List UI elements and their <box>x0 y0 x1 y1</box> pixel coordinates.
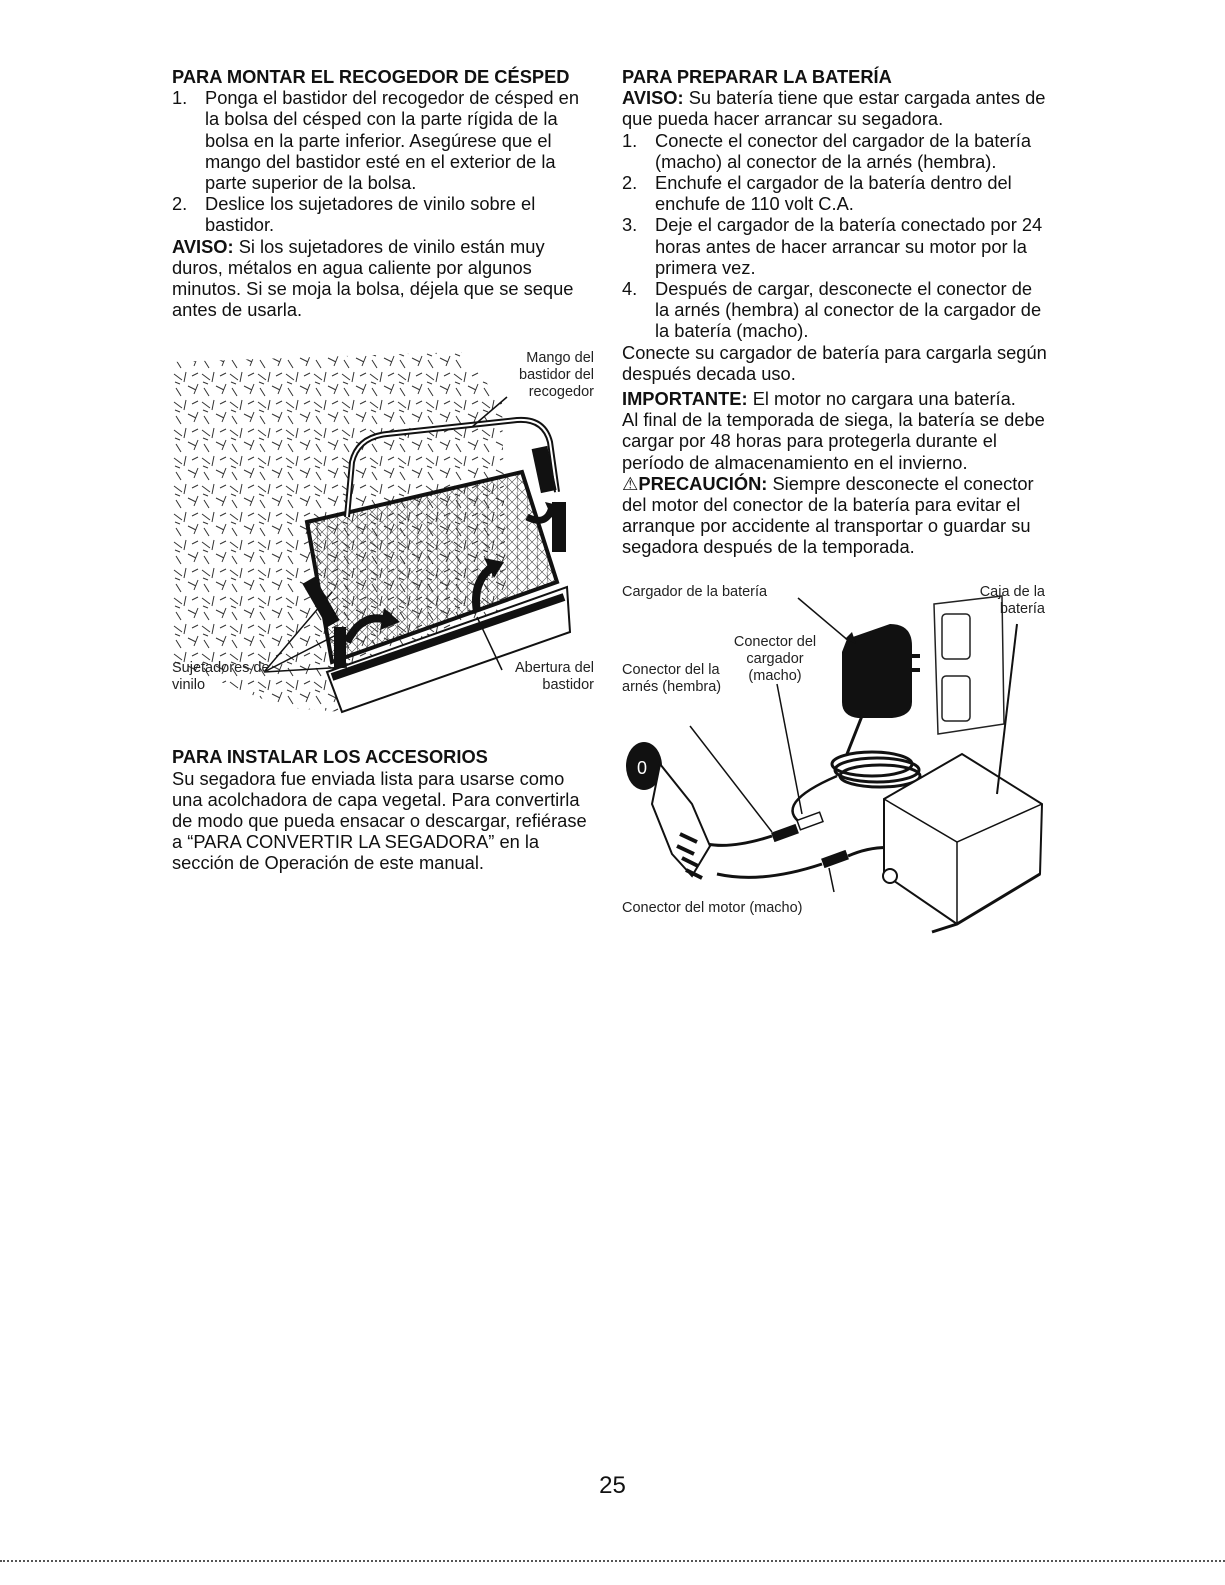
label-motor-connector: Conector del motor (macho) <box>622 899 803 916</box>
after-steps-text: Conecte su cargador de batería para cargarla según después decada uso. <box>622 341 1047 384</box>
list-item: 4. Después de cargar, desconecte el conector de la arnés (hembra) al conector de la cargador de la batería (macho). <box>622 278 1042 342</box>
page-number: 25 <box>599 1472 626 1499</box>
battery-charger-figure <box>622 584 1047 944</box>
mount-notice: AVISO: Si los sujetadores de vinilo están muy duros, métalos en agua caliente por algunos minutos. Si se moja la bolsa, déjela que se seque antes de usarla. <box>172 235 574 321</box>
list-item: 3. Deje el cargador de la batería conectado por 24 horas antes de hacer arrancar su motor por la primera vez. <box>622 214 1043 278</box>
accessories-text: Su segadora fue enviada lista para usarse como una acolchadora de capa vegetal. Para convertirla de modo que pueda ensacar o descargar, refiérase a “PARA CONVERTIR LA SEGADORA” en la sección de Operación de este manual. <box>172 767 587 874</box>
list-item: 1. Ponga el bastidor del recogedor de césped en la bolsa del césped con la parte rígida de la bolsa en la parte inferior. Asegúrese que el mango del bastidor esté en el exterior de la parte superior de la bolsa. <box>172 87 580 194</box>
left-column <box>172 66 597 874</box>
battery-heading: PARA PREPARAR LA BATERÍA <box>622 66 892 87</box>
grass-catcher-figure <box>172 342 597 722</box>
accessories-heading: PARA INSTALAR LOS ACCESORIOS <box>172 746 488 768</box>
caution-note: ⚠PRECAUCIÓN: Siempre desconecte el conector del motor del conector de la batería para evitar el arranque por accidente al transportar o guardar su segadora después de la temporada. <box>622 472 1034 558</box>
label-handle: Mango del bastidor del recogedor <box>519 350 594 401</box>
season-text: Al final de la temporada de siega, la batería se debe cargar por 48 horas para protegerla durante el período de almacenamiento en el invierno. <box>622 409 1045 473</box>
svg-text:0: 0 <box>637 757 648 778</box>
label-opening: Abertura del bastidor <box>515 660 594 694</box>
label-charger-connector: Conector del cargador (macho) <box>733 633 817 684</box>
mount-heading: PARA MONTAR EL RECOGEDOR DE CÉSPED <box>172 66 570 87</box>
label-charger: Cargador de la batería <box>622 583 768 600</box>
mount-steps <box>172 87 597 235</box>
warning-icon: ⚠ <box>622 472 639 494</box>
label-clips: Sujetadores de vinilo <box>172 660 270 694</box>
battery-notice: AVISO: Su batería tiene que estar cargada antes de que pueda hacer arrancar su segadora. <box>622 87 1046 130</box>
important-note: IMPORTANTE: El motor no cargara una batería. <box>622 388 1016 410</box>
label-box: Caja de la batería <box>979 583 1045 617</box>
right-column <box>622 66 1047 944</box>
list-item: 2. Deslice los sujetadores de vinilo sobre el bastidor. <box>172 193 536 236</box>
battery-charger-illustration <box>622 584 1047 944</box>
battery-steps <box>622 130 1047 342</box>
label-harness-connector: Conector del la arnés (hembra) <box>622 661 722 695</box>
bottom-rule <box>0 1560 1225 1562</box>
list-item: 1. Conecte el conector del cargador de la batería (macho) al conector de la arnés (hembra). <box>622 129 1032 172</box>
list-item: 2. Enchufe el cargador de la batería dentro del enchufe de 110 volt C.A. <box>622 172 1012 215</box>
